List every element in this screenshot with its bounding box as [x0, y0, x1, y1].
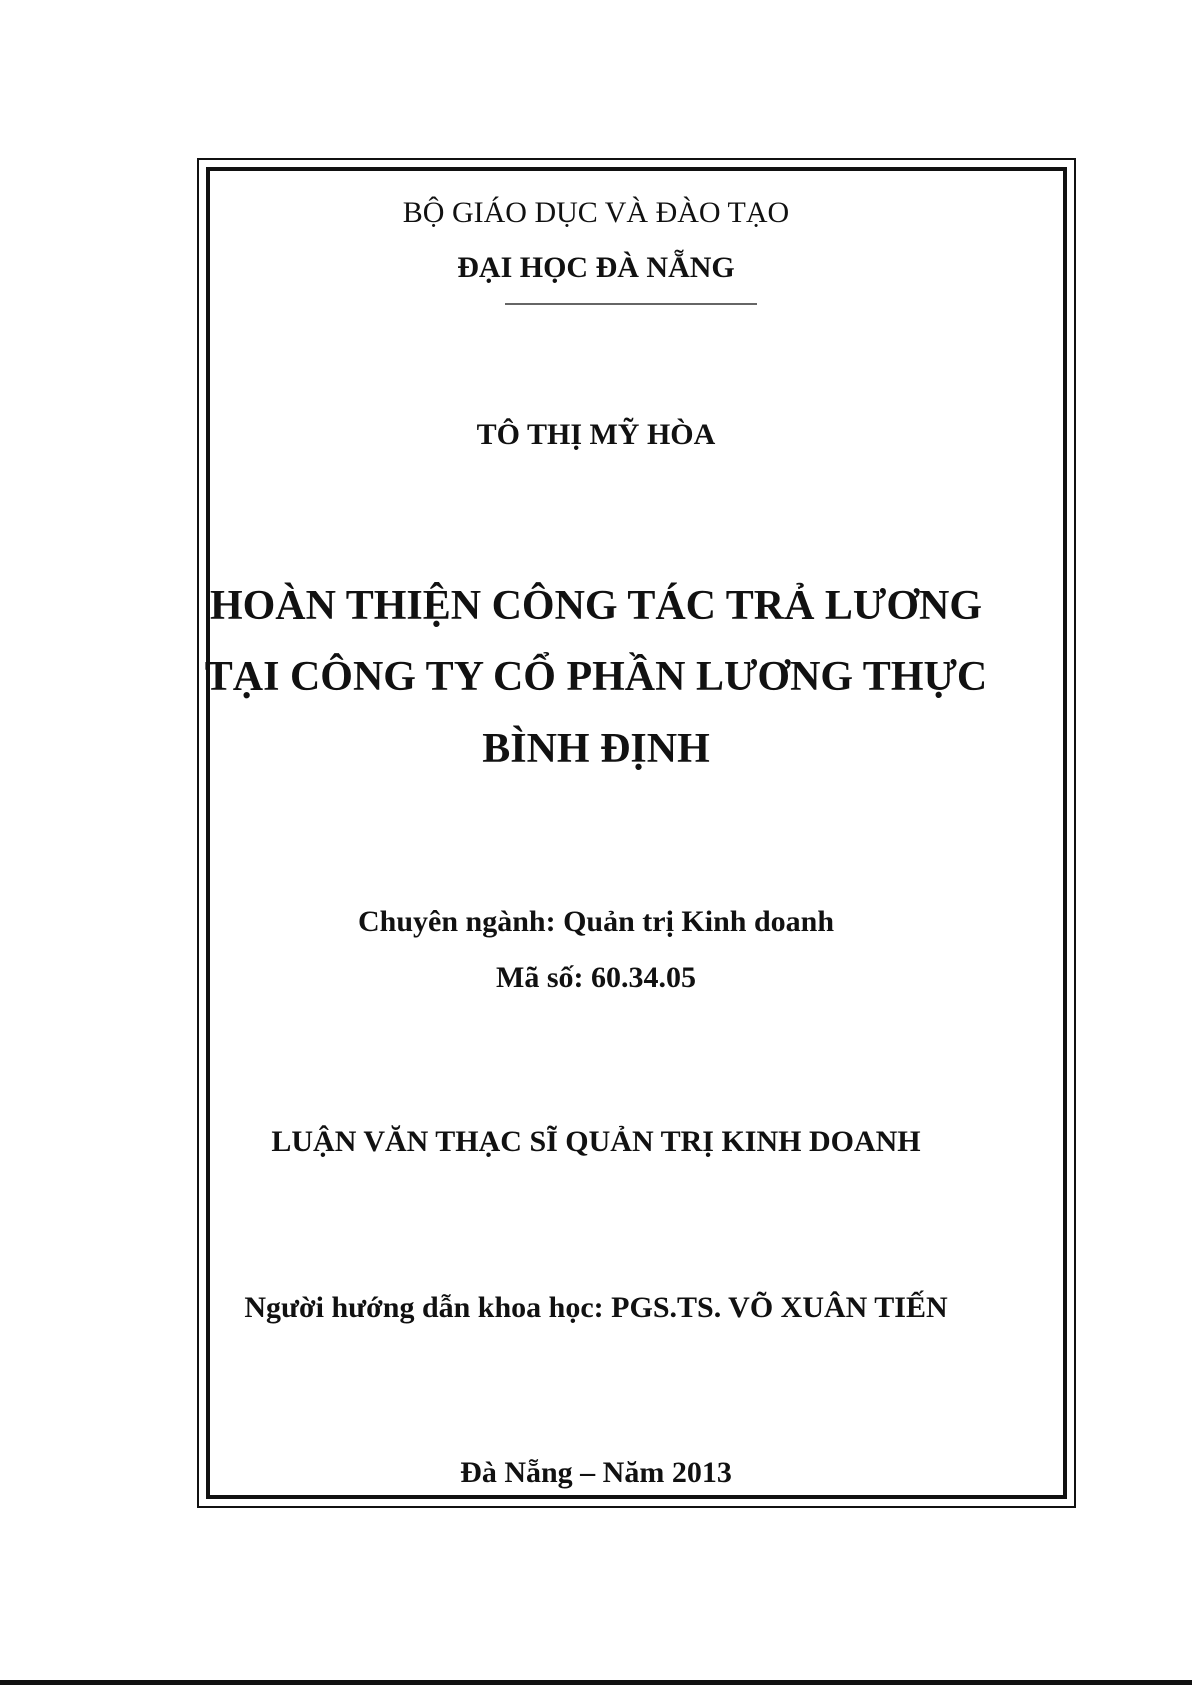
author-name: TÔ THỊ MỸ HÒA [476, 418, 716, 451]
major-field: Chuyên ngành: Quản trị Kinh doanh [357, 905, 834, 938]
place-and-year: Đà Nẵng – Năm 2013 [460, 1456, 732, 1489]
bottom-edge-rule [0, 1680, 1192, 1685]
ministry-name: BỘ GIÁO DỤC VÀ ĐÀO TẠO [402, 196, 790, 229]
degree-type: LUẬN VĂN THẠC SĨ QUẢN TRỊ KINH DOANH [271, 1125, 921, 1158]
major-code: Mã số: 60.34.05 [496, 961, 696, 994]
header-divider [505, 303, 757, 305]
thesis-title-line-2: TẠI CÔNG TY CỔ PHẦN LƯƠNG THỰC [204, 654, 988, 700]
advisor-name: Người hướng dẫn khoa học: PGS.TS. VÕ XUÂN TIẾN [244, 1291, 948, 1324]
thesis-title-line-1: HOÀN THIỆN CÔNG TÁC TRẢ LƯƠNG [209, 583, 983, 629]
university-name: ĐẠI HỌC ĐÀ NẴNG [457, 251, 735, 284]
thesis-title-line-3: BÌNH ĐỊNH [482, 726, 710, 772]
